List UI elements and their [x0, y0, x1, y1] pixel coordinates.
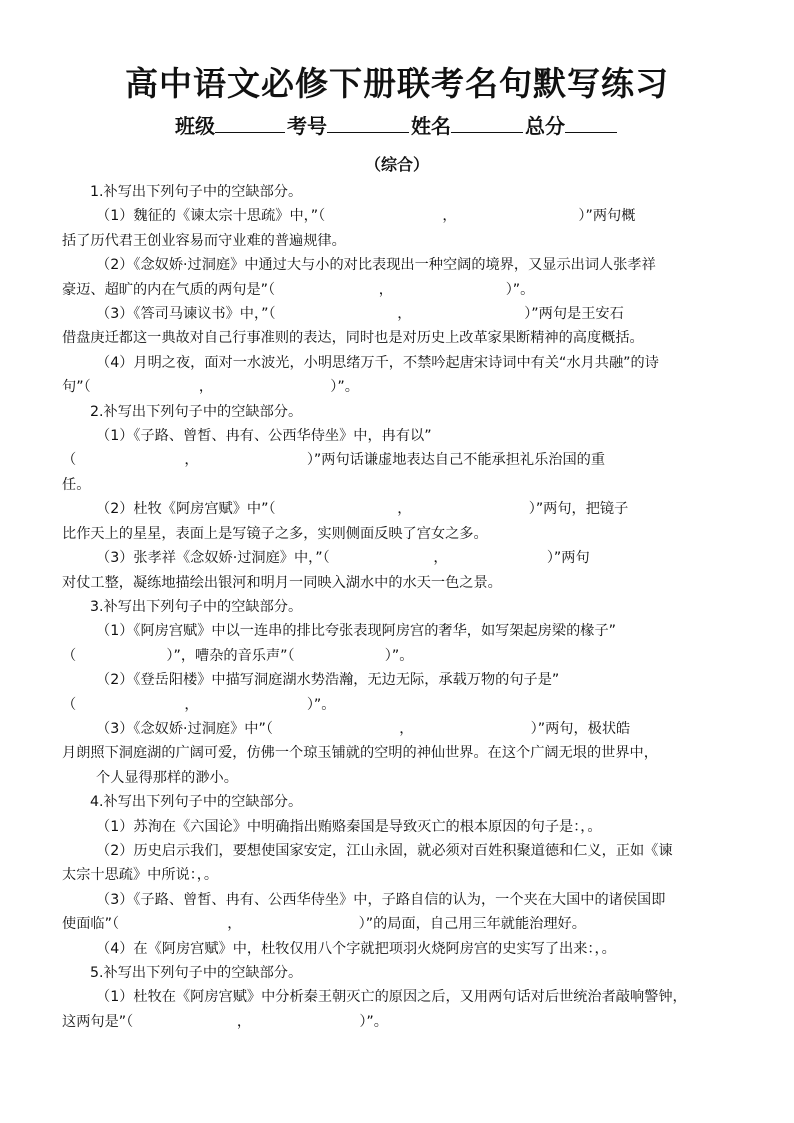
q3-item3-line2: 月朗照下洞庭湖的广阔可爱，仿佛一个琼玉铺就的空明的神仙世界。在这个广阔无垠的世界中， [62, 745, 658, 762]
exercise-body [62, 180, 734, 1034]
score-label: 总分 [525, 114, 565, 138]
q1-item3-line2: 借盘庚迁都这一典故对自己行事准则的表达，同时也是对历史上改革家果断精神的高度概括。 [62, 330, 644, 347]
q2-item3-line1: （3）张孝祥《念奴娇·过洞庭》中，”（ ， ）”两句 [96, 550, 590, 567]
name-blank[interactable] [451, 112, 523, 133]
q2-item3-line2: 对仗工整，凝练地描绘出银河和明月一同映入湖水中的水天一色之景。 [62, 574, 502, 591]
class-label: 班级 [175, 114, 215, 138]
q1-item3-line1: （3）《答司马谏议书》中，”（ ， ）”两句是王安石 [96, 306, 624, 323]
class-blank[interactable] [215, 112, 285, 133]
q4-item4: （4）在《阿房宫赋》中，杜牧仅用八个字就把项羽火烧阿房宫的史实写了出来：，。 [96, 940, 616, 957]
name-label: 姓名 [411, 114, 451, 138]
q4-item3-line2: 使面临”（ ， ）”的局面，自己用三年就能治理好。 [62, 916, 586, 933]
class-field [175, 110, 287, 139]
score-field [525, 110, 619, 139]
question-1-heading: 1.补写出下列句子中的空缺部分。 [90, 184, 303, 200]
question-4-heading: 4.补写出下列句子中的空缺部分。 [90, 794, 303, 811]
exam-no-label: 考号 [287, 114, 327, 138]
exam-no-blank[interactable] [327, 112, 409, 133]
q2-item1-line3: 任。 [62, 476, 91, 493]
q1-item4-line1: （4）月明之夜，面对一水波光，小明思绪万千，不禁吟起唐宋诗词中有关“水月共融”的诗 [96, 354, 659, 371]
question-5-heading: 5.补写出下列句子中的空缺部分。 [90, 965, 303, 981]
q4-item1: （1）苏洵在《六国论》中明确指出贿赂秦国是导致灭亡的根本原因的句子是：，。 [96, 818, 602, 835]
q2-item2-line2: 比作天上的星星，表面上是写镜子之多，实则侧面反映了宫女之多。 [62, 525, 488, 542]
score-blank[interactable] [565, 112, 617, 133]
question-2-heading: 2.补写出下列句子中的空缺部分。 [90, 403, 303, 420]
page-title: 高中语文必修下册联考名句默写练习 [125, 64, 669, 103]
q3-item1-line1: （1）《阿房宫赋》中以一连串的排比夸张表现阿房宫的奢华，如写架起房梁的椽子” [96, 623, 617, 640]
q1-item2-line2: 豪迈、超旷的内在气质的两句是”（ ， ）”。 [62, 281, 535, 298]
q3-item1-line2: （ ）”，嘈杂的音乐声”（ ）”。 [62, 647, 414, 664]
q3-item2-line2: （ ， ）”。 [62, 696, 336, 713]
q4-item2-line1: （2）历史启示我们，要想使国家安定，江山永固，就必须对百姓积聚道德和仁义，正如《谏 [96, 842, 673, 859]
q2-item1-line2: （ ， ）”两句话谦虚地表达自己不能承担礼乐治国的重 [62, 452, 606, 469]
q3-item3-line3: 个人显得那样的渺小。 [96, 769, 238, 786]
q5-item1-line2: 这两句是”（ ， ）”。 [62, 1013, 388, 1030]
q3-item2-line1: （2）《登岳阳楼》中描写洞庭湖水势浩瀚，无边无际，承载万物的句子是” [96, 672, 560, 689]
q1-item4-line2: 句”（ ， ）”。 [62, 379, 359, 396]
q2-item2-line1: （2）杜牧《阿房宫赋》中”（ ， ）”两句，把镜子 [96, 501, 629, 518]
q4-item2-line2: 太宗十思疏》中所说：，。 [62, 867, 219, 884]
q4-item3-line1: （3）《子路、曾皙、冉有、公西华侍坐》中，子路自信的认为，一个夹在大国中的诸侯国即 [96, 891, 666, 908]
q3-item3-line1: （3）《念奴娇·过洞庭》中”（ ， ）”两句，极状皓 [96, 720, 631, 737]
q1-item1-line1: （1）魏征的《谏太宗十思疏》中，”（ ， ）”两句概 [96, 208, 636, 225]
q1-item2-line1: （2）《念奴娇·过洞庭》中通过大与小的对比表现出一种空阔的境界，又显示出词人张孝祥 [96, 257, 656, 274]
subtitle: （综合） [364, 155, 429, 174]
q1-item1-line2: 括了历代君王创业容易而守业难的普遍规律。 [62, 232, 346, 249]
student-info-row [0, 110, 794, 139]
question-3-heading: 3.补写出下列句子中的空缺部分。 [90, 598, 303, 615]
name-field [411, 110, 525, 139]
q2-item1-line1: （1）《子路、曾皙、冉有、公西华侍坐》中，冉有以” [96, 428, 432, 445]
exam-no-field [287, 110, 411, 139]
q5-item1-line1: （1）杜牧在《阿房宫赋》中分析秦王朝灭亡的原因之后，又用两句话对后世统治者敲响警钟， [96, 989, 687, 1006]
